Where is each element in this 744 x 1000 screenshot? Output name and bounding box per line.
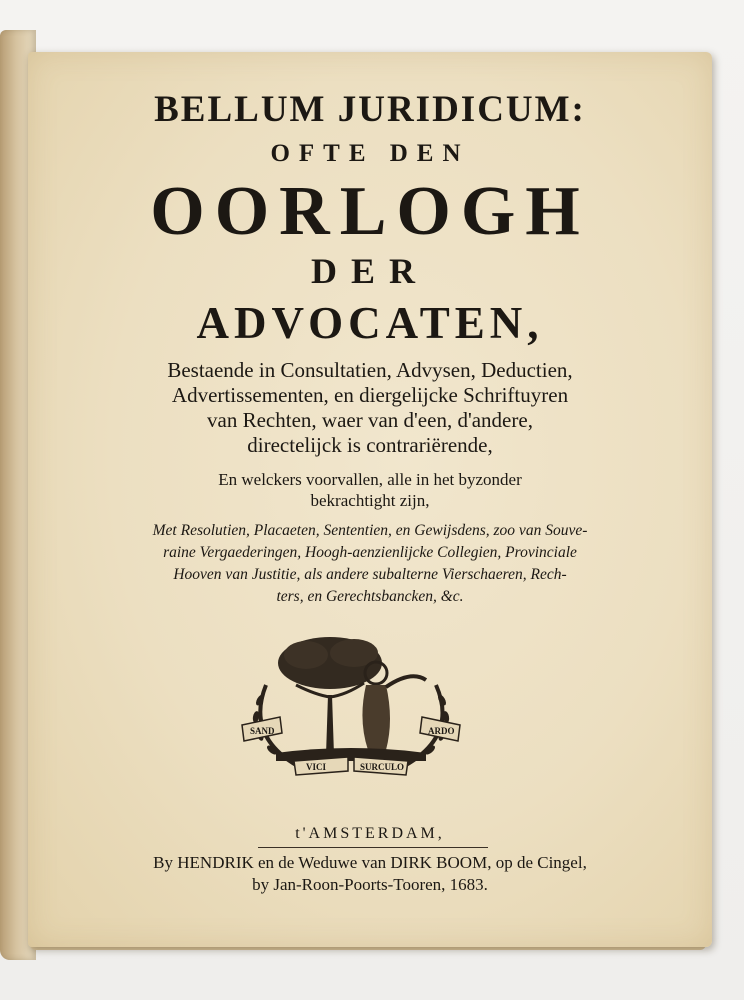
subtitle-line: van Rechten, waer van d'een, d'andere, bbox=[207, 408, 533, 432]
title-line-oorlogh: OORLOGH bbox=[150, 173, 590, 250]
title-line-ofte-den: OFTE DEN bbox=[270, 140, 470, 167]
device-motto-bottom-left: VICI bbox=[306, 762, 327, 772]
device-motto-right: ARDO bbox=[428, 726, 455, 736]
device-motto-bottom-right: SURCULO bbox=[360, 762, 405, 772]
imprint-rule bbox=[258, 847, 488, 848]
title-line-advocaten: ADVOCATEN, bbox=[196, 298, 544, 348]
italic-line: Met Resolutien, Placaeten, Sententien, en Gewijsdens, zoo van Souve- bbox=[152, 522, 588, 539]
subtitle-line: Bestaende in Consultatien, Advysen, Deductien, bbox=[167, 358, 573, 382]
printers-device-woodcut bbox=[236, 625, 466, 780]
italic-line: ters, en Gerechtsbancken, &c. bbox=[276, 588, 464, 605]
clause-line: En welckers voorvallen, alle in het byzonder bbox=[218, 470, 522, 489]
clause-line: bekrachtight zijn, bbox=[310, 491, 430, 510]
imprint-line: By HENDRIK en de Weduwe van DIRK BOOM, op de Cingel, bbox=[153, 853, 587, 872]
title-line-bellum: BELLUM JURIDICUM: bbox=[154, 89, 586, 130]
imprint-city: t'AMSTERDAM, bbox=[295, 825, 445, 842]
italic-line: Hooven van Justitie, als andere subalterne Vierschaeren, Rech- bbox=[173, 566, 567, 583]
subtitle-line: directelijck is contrariërende, bbox=[247, 433, 493, 457]
subtitle-line: Advertissementen, en diergelijcke Schriftuyren bbox=[171, 383, 569, 407]
device-motto-left: SAND bbox=[250, 726, 275, 736]
title-line-der: DER bbox=[310, 251, 429, 291]
imprint-line: by Jan-Roon-Poorts-Tooren, 1683. bbox=[252, 875, 488, 894]
italic-line: raine Vergaederingen, Hoogh-aenzienlijcke Collegien, Provinciale bbox=[163, 544, 577, 561]
